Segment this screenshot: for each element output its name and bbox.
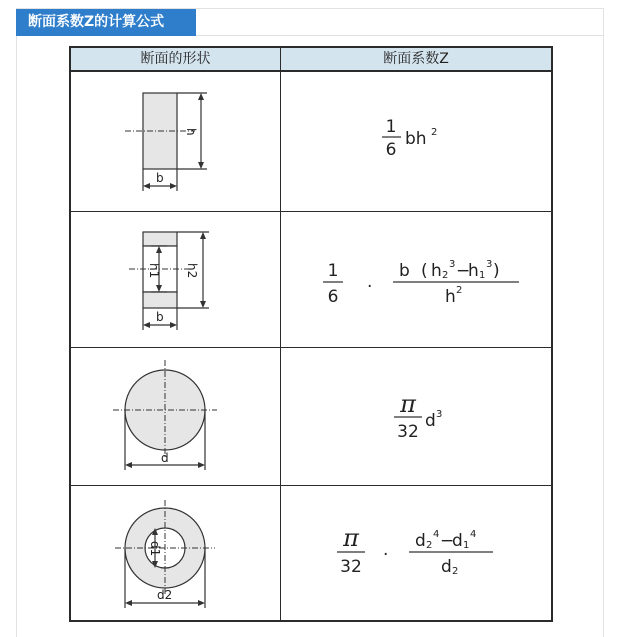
formula-body: d <box>425 411 436 431</box>
label-h2: h2 <box>185 263 199 279</box>
shape-circle <box>71 348 281 485</box>
frac-den-h: h <box>445 287 456 307</box>
header-modulus: 断面系数Z <box>383 51 449 67</box>
formula-exp: 2 <box>431 127 438 138</box>
frac-num-h1-sub: 1 <box>479 270 486 281</box>
label-b: b <box>156 171 164 185</box>
formula-den: 6 <box>385 140 397 160</box>
shape-annulus <box>71 486 281 620</box>
formula-den: 32 <box>397 422 419 442</box>
label-h: h <box>184 128 198 136</box>
frac-den-sub: 2 <box>452 566 459 577</box>
frac-num-h1: h <box>468 261 479 281</box>
table-row <box>71 72 551 212</box>
frac-num-b: b <box>399 261 410 281</box>
title-divider <box>196 35 603 36</box>
frac-num-d2: d <box>415 531 426 551</box>
frac-num-open: ( <box>421 261 428 281</box>
frac-den-d: d <box>441 557 452 577</box>
label-d: d <box>161 451 169 465</box>
frac-num-h2: h <box>431 261 442 281</box>
formula-circle <box>281 348 551 485</box>
frac-num-d1-sub: 1 <box>463 540 470 551</box>
table-row <box>71 348 551 486</box>
frac-num-minus: − <box>440 531 455 551</box>
frac-num-d2-exp: 4 <box>433 529 440 540</box>
formula-den: 6 <box>327 287 339 307</box>
table-header <box>71 48 551 72</box>
frac-num-h2-sub: 2 <box>442 270 449 281</box>
label-b: b <box>156 310 164 324</box>
frac-num-d1-exp: 4 <box>470 529 477 540</box>
formula-dot: · <box>367 277 373 297</box>
shape-hollow-rectangle <box>71 212 281 347</box>
frac-num-close: ) <box>493 261 500 281</box>
formula-dot: · <box>383 545 389 565</box>
section-modulus-table <box>69 46 553 622</box>
section-title: 断面系数Z的计算公式 <box>16 9 196 36</box>
label-d1: d1 <box>148 541 162 557</box>
formula-num: π <box>400 390 416 418</box>
shape-rectangle <box>71 72 281 211</box>
formula-num: 1 <box>327 261 339 281</box>
frac-num-h2-exp: 3 <box>449 259 456 270</box>
formula-num: π <box>343 524 359 552</box>
formula-den: 32 <box>340 557 362 577</box>
frac-num-minus: − <box>456 261 471 281</box>
formula-hollow-rectangle <box>281 212 551 347</box>
label-h1: h1 <box>147 263 161 279</box>
frac-num-d1: d <box>452 531 463 551</box>
formula-exp: 3 <box>436 409 443 420</box>
table-row <box>71 212 551 348</box>
frac-num-d2-sub: 2 <box>426 540 433 551</box>
formula-annulus <box>281 486 551 620</box>
table-row <box>71 486 551 620</box>
formula-rectangle <box>281 72 551 211</box>
header-shape: 断面的形状 <box>71 48 281 70</box>
frac-num-h1-exp: 3 <box>486 259 493 270</box>
formula-body: bh <box>405 129 427 149</box>
formula-num: 1 <box>385 117 397 137</box>
label-d2: d2 <box>157 588 173 602</box>
frac-den-exp: 2 <box>456 285 463 296</box>
